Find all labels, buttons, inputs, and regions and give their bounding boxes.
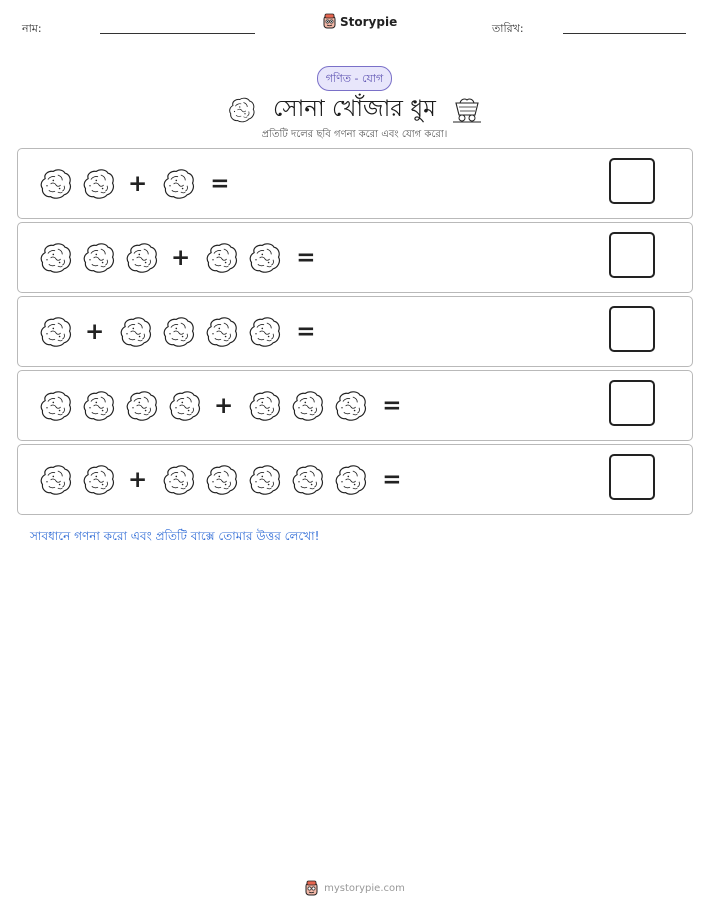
topic-pill: গণিত - যোগ <box>317 66 392 91</box>
plus-sign: + <box>214 392 234 419</box>
equals-sign: = <box>382 466 402 493</box>
instruction-note: সাবধানে গণনা করো এবং প্রতিটি বাক্সে তোমার উত্তর লেখো! <box>30 529 320 543</box>
problem-row <box>17 148 693 219</box>
problem-row <box>17 444 693 515</box>
problem-row <box>17 296 693 367</box>
topic-pill-wrap <box>0 66 709 91</box>
gold-nugget-icon <box>161 314 197 350</box>
gold-nugget-icon <box>38 166 74 202</box>
gold-nugget-icon <box>290 388 326 424</box>
equals-sign: = <box>382 392 402 419</box>
addition-expression <box>38 386 416 426</box>
gold-nugget-icon <box>124 388 160 424</box>
answer-box[interactable] <box>609 454 655 500</box>
gold-nugget-icon <box>247 240 283 276</box>
gold-nugget-icon <box>161 166 197 202</box>
gold-nugget-icon <box>167 388 203 424</box>
plus-sign: + <box>85 318 105 345</box>
gold-nugget-icon <box>227 95 257 125</box>
gold-nugget-icon <box>81 166 117 202</box>
gold-nugget-icon <box>290 462 326 498</box>
gold-nugget-icon <box>204 462 240 498</box>
addition-expression <box>38 460 416 500</box>
storypie-mascot-icon <box>304 880 319 897</box>
brand-logo <box>322 13 397 30</box>
name-label: নাম: <box>22 22 42 35</box>
date-label: তারিখ: <box>492 22 524 35</box>
problem-row <box>17 370 693 441</box>
name-line <box>100 33 255 34</box>
answer-box[interactable] <box>609 232 655 278</box>
answer-box[interactable] <box>609 306 655 352</box>
instructions-subtitle: প্রতিটি দলের ছবি গণনা করো এবং যোগ করো। <box>261 129 448 140</box>
answer-box[interactable] <box>609 158 655 204</box>
page-title: সোনা খোঁজার ধুম <box>273 96 436 122</box>
plus-sign: + <box>171 244 191 271</box>
addition-expression <box>38 164 244 204</box>
gold-nugget-icon <box>204 314 240 350</box>
plus-sign: + <box>128 466 148 493</box>
gold-nugget-icon <box>38 388 74 424</box>
gold-nugget-icon <box>118 314 154 350</box>
gold-nugget-icon <box>81 240 117 276</box>
problem-row <box>17 222 693 293</box>
gold-nugget-icon <box>161 462 197 498</box>
gold-nugget-icon <box>38 314 74 350</box>
title-row <box>0 90 709 129</box>
storypie-mascot-icon <box>322 13 337 30</box>
footer-site: mystorypie.com <box>324 883 405 894</box>
gold-nugget-icon <box>333 462 369 498</box>
gold-nugget-icon <box>247 314 283 350</box>
gold-nugget-icon <box>204 240 240 276</box>
addition-expression <box>38 312 330 352</box>
answer-box[interactable] <box>609 380 655 426</box>
gold-nugget-icon <box>124 240 160 276</box>
addition-expression <box>38 238 330 278</box>
worksheet-header <box>0 0 709 50</box>
plus-sign: + <box>128 170 148 197</box>
brand-name: Storypie <box>340 14 398 29</box>
equals-sign: = <box>210 170 230 197</box>
date-line <box>563 33 686 34</box>
gold-nugget-icon <box>333 388 369 424</box>
equals-sign: = <box>296 244 316 271</box>
gold-nugget-icon <box>247 462 283 498</box>
gold-nugget-icon <box>81 388 117 424</box>
mine-cart-icon <box>452 97 482 123</box>
gold-nugget-icon <box>38 462 74 498</box>
equals-sign: = <box>296 318 316 345</box>
gold-nugget-icon <box>38 240 74 276</box>
gold-nugget-icon <box>247 388 283 424</box>
gold-nugget-icon <box>81 462 117 498</box>
footer-brand <box>0 880 709 897</box>
